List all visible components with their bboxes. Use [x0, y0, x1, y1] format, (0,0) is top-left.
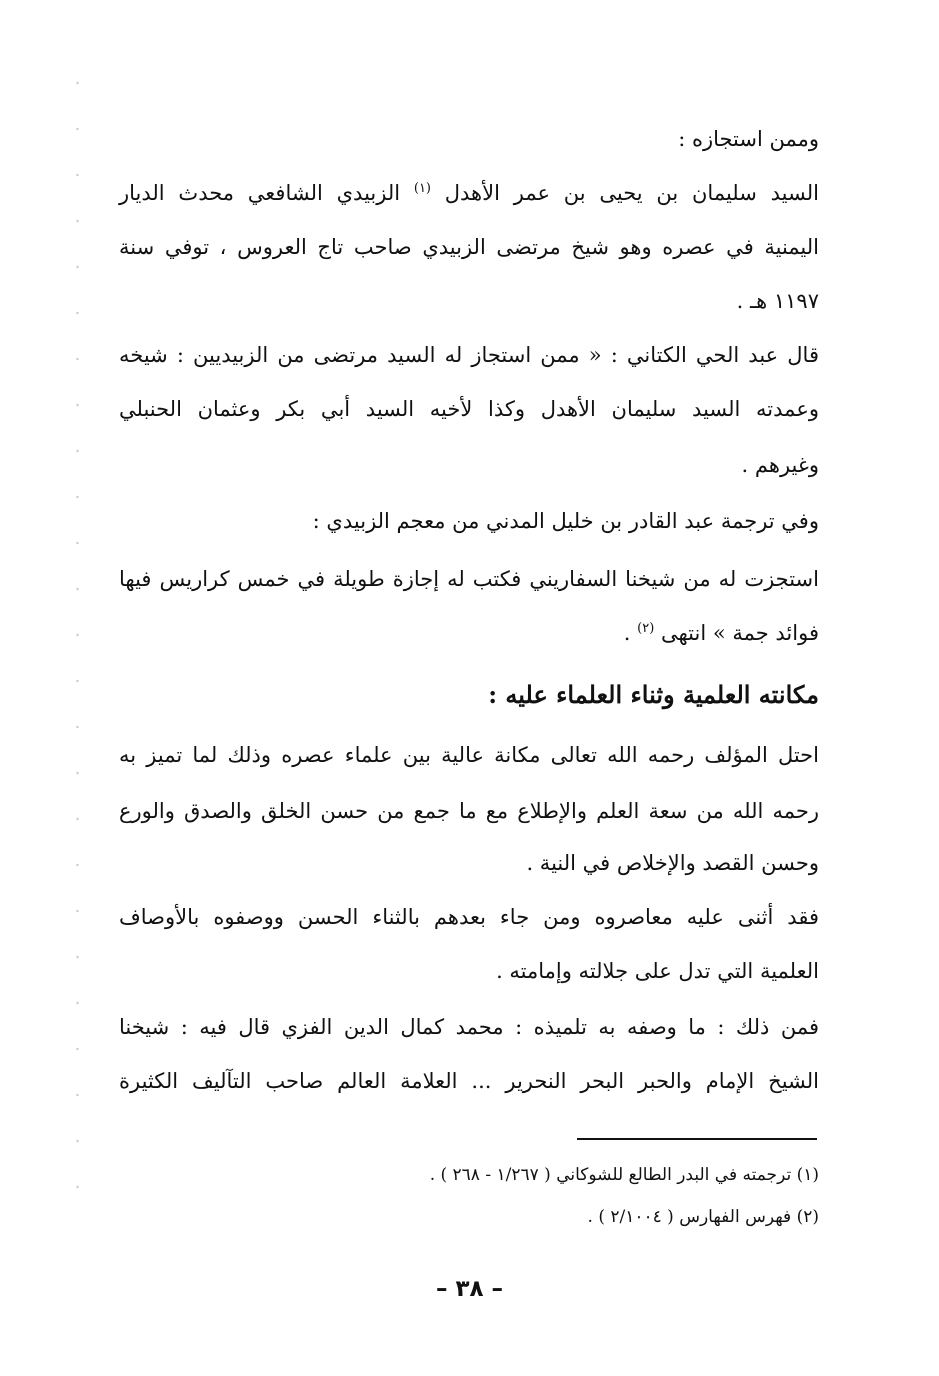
- bio-line-1: [119, 183, 819, 204]
- makana-line-3: وحسن القصد والإخلاص في النية .: [526, 851, 819, 875]
- section-heading: مكانته العلمية وثناء العلماء عليه :: [488, 680, 819, 709]
- bio-line-2: اليمنية في عصره وهو شيخ مرتضى الزبيدي صاحب تاج العروس ، توفي سنة: [119, 235, 819, 259]
- bio-line-3: ١١٩٧ هـ .: [736, 289, 819, 313]
- tarjama-line-1: وفي ترجمة عبد القادر بن خليل المدني من معجم الزبيدي :: [312, 509, 819, 533]
- min-dhalik-line-2: الشيخ الإمام والحبر البحر النحرير ... العلامة العالم صاحب التآليف الكثيرة: [119, 1069, 819, 1093]
- thana-line-2: العلمية التي تدل على جلالته وإمامته .: [496, 959, 819, 983]
- footnote-separator: [577, 1138, 817, 1140]
- intro-line: وممن استجازه :: [678, 127, 819, 151]
- makana-line-1: احتل المؤلف رحمه الله تعالى مكانة عالية بين علماء عصره وذلك لما تميز به: [119, 743, 819, 767]
- makana-line-2: رحمه الله من سعة العلم والإطلاع مع ما جمع من حسن الخلق والصدق والورع: [119, 799, 819, 823]
- min-dhalik-line-1: فمن ذلك : ما وصفه به تلميذه : محمد كمال الدين الفزي قال فيه : شيخنا: [119, 1015, 819, 1039]
- footnote-ref-1: (١): [413, 181, 431, 196]
- scan-margin-dots: [76, 60, 79, 1210]
- tarjama-line-2: استجزت له من شيخنا السفاريني فكتب له إجازة طويلة في خمس كراريس فيها: [119, 567, 819, 591]
- footnote-ref-2: (٢): [637, 621, 655, 636]
- bio-line-1-pre: السيد سليمان بن يحيى بن عمر الأهدل: [444, 181, 819, 205]
- kattani-line-2: وعمدته السيد سليمان الأهدل وكذا لأخيه السيد أبي بكر وعثمان الحنبلي: [119, 397, 819, 421]
- bio-line-1-post: الزبيدي الشافعي محدث الديار: [119, 181, 401, 205]
- tarjama-line-3: [119, 623, 819, 644]
- tarjama-line-3-post: .: [623, 621, 631, 645]
- kattani-line-3: وغيرهم .: [741, 453, 819, 477]
- footnote-1: (١) ترجمته في البدر الطالع للشوكاني ( ١/٢٦٧ - ٢٦٨ ) .: [429, 1165, 819, 1185]
- page-number: – ٣٨ –: [435, 1276, 504, 1302]
- kattani-line-1: قال عبد الحي الكتاني : « ممن استجاز له السيد مرتضى من الزبيديين : شيخه: [119, 343, 819, 367]
- footnote-2: (٢) فهرس الفهارس ( ٢/١٠٠٤ ) .: [587, 1207, 819, 1227]
- thana-line-1: فقد أثنى عليه معاصروه ومن جاء بعدهم بالثناء الحسن ووصفوه بالأوصاف: [119, 905, 819, 929]
- tarjama-line-3-pre: فوائد جمة » انتهى: [660, 621, 819, 645]
